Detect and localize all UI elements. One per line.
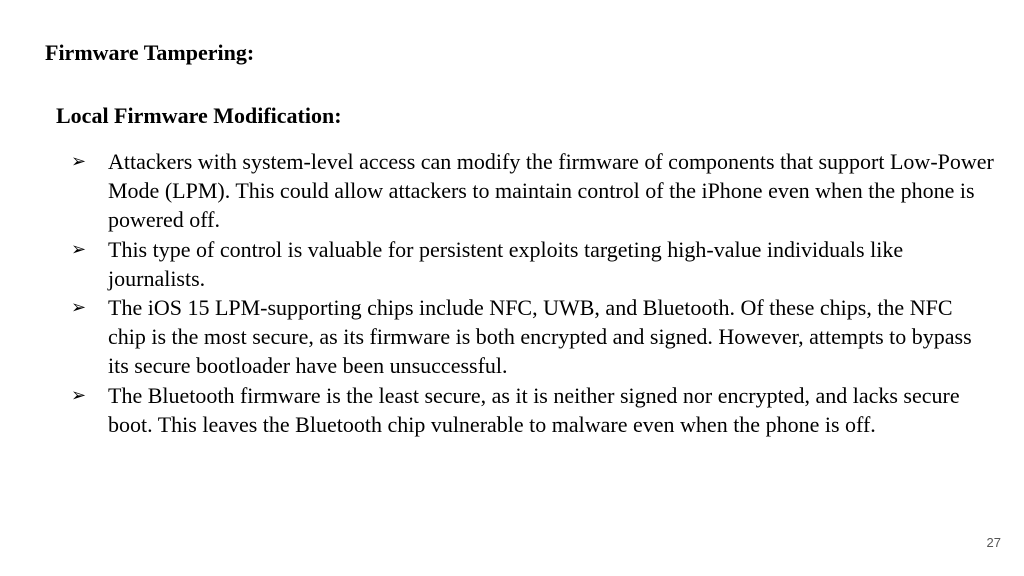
arrowhead-bullet-icon: ➢ bbox=[71, 238, 87, 260]
bullet-item bbox=[0, 381, 1024, 439]
page-number: 27 bbox=[986, 535, 1001, 550]
bullet-text: The Bluetooth firmware is the least secure, as it is neither signed nor encrypted, and lacks secure boot. This leaves the Bluetooth chip vulnerable to malware even when the phone is off. bbox=[108, 382, 960, 437]
bullet-item bbox=[0, 147, 1024, 235]
arrowhead-bullet-icon: ➢ bbox=[71, 297, 87, 319]
bullet-list bbox=[0, 147, 1024, 439]
bullet-item bbox=[0, 235, 1024, 293]
section-heading: Local Firmware Modification: bbox=[56, 103, 342, 128]
arrowhead-bullet-icon: ➢ bbox=[71, 384, 87, 406]
bullet-text: This type of control is valuable for persistent exploits targeting high-value individuals like journalists. bbox=[108, 236, 904, 291]
bullet-item bbox=[0, 293, 1024, 381]
arrowhead-bullet-icon: ➢ bbox=[71, 151, 87, 172]
slide-title: Firmware Tampering: bbox=[45, 40, 255, 65]
bullet-text: The iOS 15 LPM-supporting chips include NFC, UWB, and Bluetooth. Of these chips, the NFC chip is the most secure, as its firmware is both encrypted and signed. However, attempts to bypass its secure bootloader have been unsuccessful. bbox=[108, 295, 972, 379]
bullet-text: Attackers with system-level access can modify the firmware of components that support Low-Power Mode (LPM). This could allow attackers to maintain control of the iPhone even when the phone is powered off. bbox=[108, 149, 994, 233]
